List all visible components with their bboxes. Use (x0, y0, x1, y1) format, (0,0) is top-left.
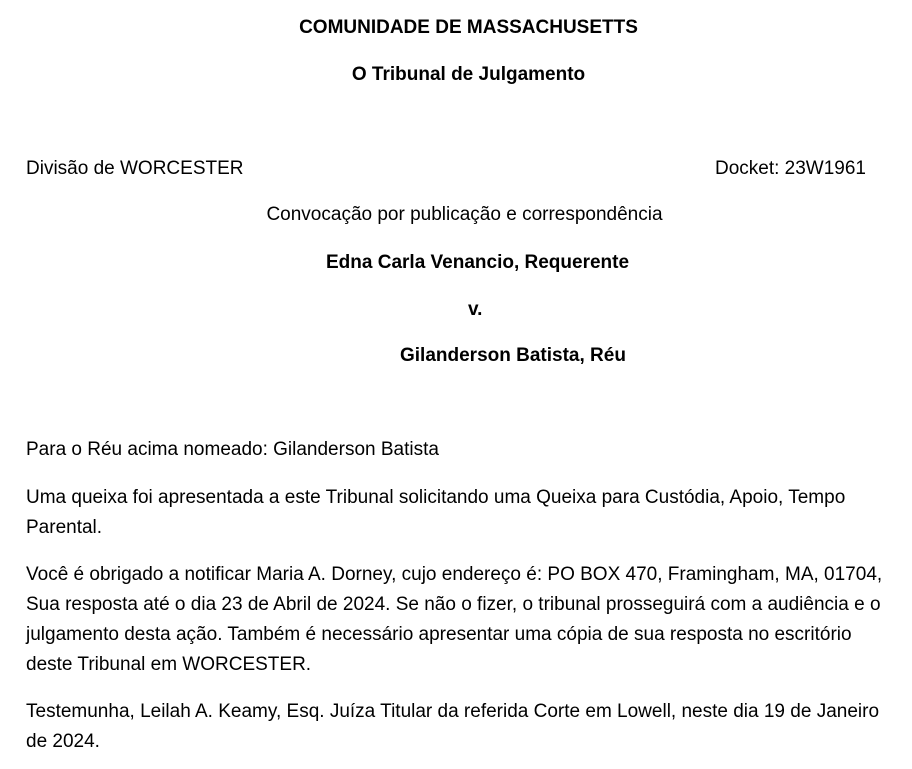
court-heading: O Tribunal de Julgamento (351, 64, 586, 85)
commonwealth-heading: COMUNIDADE DE MASSACHUSETTS (299, 17, 638, 38)
complaint-paragraph: Uma queixa foi apresentada a este Tribunal solicitando uma Queixa para Custódia, Apoio, Tempo Parental. (26, 487, 846, 538)
witness-paragraph: Testemunha, Leilah A. Keamy, Esq. Juíza Titular da referida Corte em Lowell, neste dia 19 de Janeiro de 2024. (26, 701, 880, 752)
versus-label: v. (468, 299, 483, 320)
plaintiff-name: Edna Carla Venancio, Requerente (326, 252, 630, 273)
docket-number: Docket: 23W1961 (714, 158, 866, 179)
addressee-line: Para o Réu acima nomeado: Gilanderson Batista (26, 439, 439, 460)
notice-title: Convocação por publicação e correspondência (266, 204, 663, 225)
instructions-paragraph: Você é obrigado a notificar Maria A. Dorney, cujo endereço é: PO BOX 470, Framingham, MA, 01704, Sua resposta até o dia 23 de Abril de 2024. Se não o fizer, o tribunal prosseguirá com a audiência e o julgamento desta ação. Também é necessário apresentar uma cópia de sua resposta no escritório deste Tribunal em WORCESTER. (26, 564, 883, 675)
defendant-name: Gilanderson Batista, Réu (400, 345, 626, 366)
division-label: Divisão de WORCESTER (26, 158, 244, 179)
